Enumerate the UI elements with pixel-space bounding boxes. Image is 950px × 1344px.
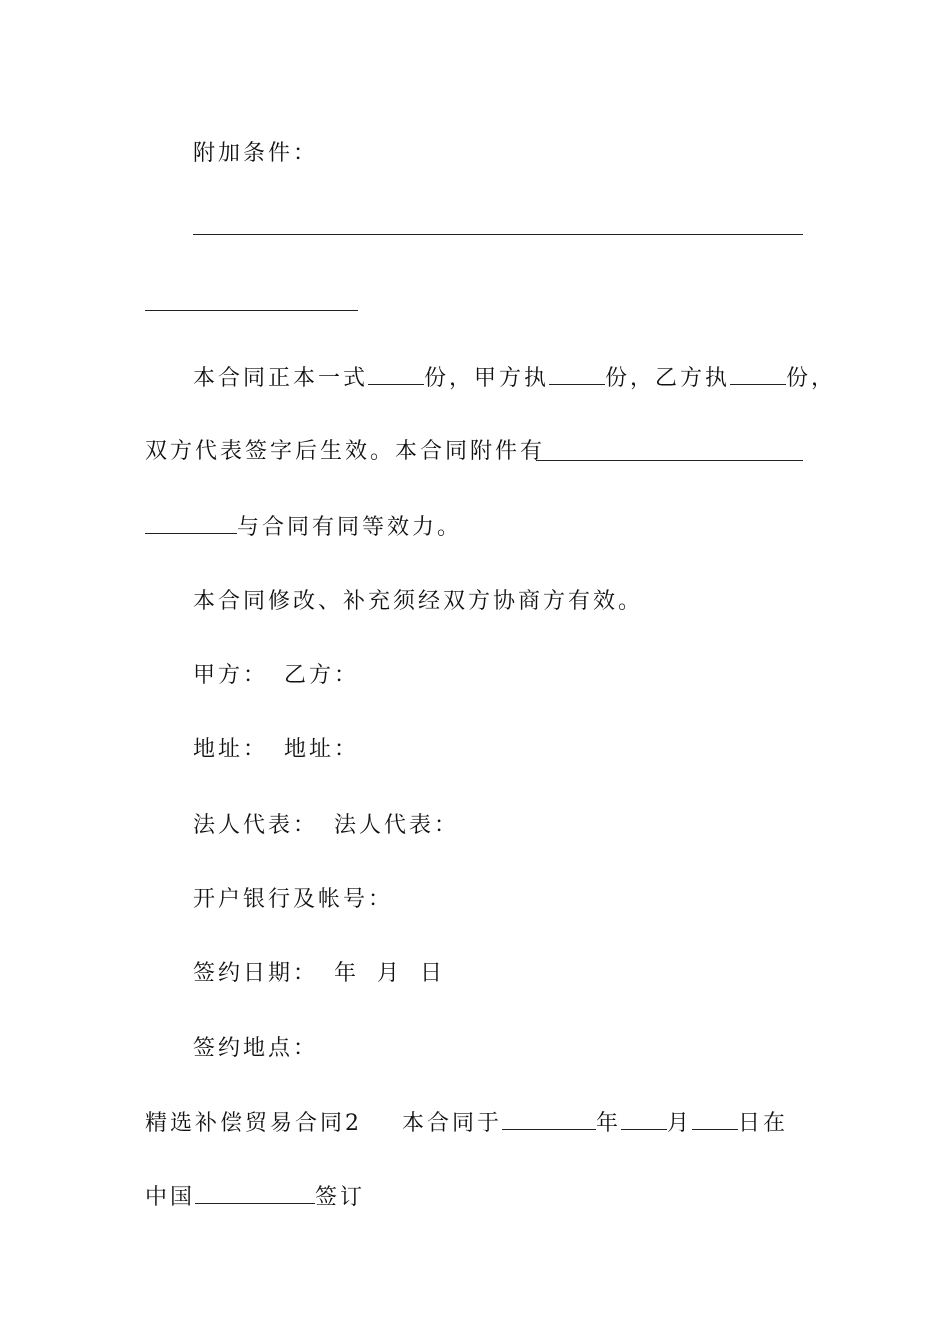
date-month: 月 [377, 961, 403, 986]
copies-text-3: 份，乙方执 [605, 366, 731, 391]
additional-terms-blank-line-1 [193, 234, 803, 235]
attachments-blank-line-2 [145, 513, 237, 534]
party-a-copies-blank [549, 364, 605, 385]
copies-text-2: 份，甲方执 [424, 366, 550, 391]
date-year: 年 [334, 961, 360, 986]
copies-text-4: 份， [786, 366, 837, 391]
contract-2-month: 月 [667, 1111, 693, 1136]
contract-2-location-row [145, 1183, 365, 1212]
date-day: 日 [420, 961, 446, 986]
attachments-text: 与合同有同等效力。 [237, 515, 463, 540]
contract-2-year: 年 [596, 1111, 622, 1136]
bank-account-label: 开户银行及帐号： [193, 887, 394, 912]
copies-total-blank [368, 364, 424, 385]
contract-2-intro: 本合同于 [402, 1111, 503, 1136]
party-b-rep-label: 法人代表： [334, 813, 460, 838]
additional-terms-label: 附加条件： [193, 141, 319, 166]
legal-rep-row [193, 812, 459, 840]
party-b-address-label: 地址： [284, 737, 360, 762]
contract-2-month-blank [621, 1109, 667, 1130]
contract-2-day: 日在 [738, 1111, 789, 1136]
copies-clause [193, 364, 836, 393]
party-b-label: 乙方： [284, 663, 360, 688]
contract-2-signed: 签订 [315, 1185, 366, 1210]
attachments-clause [145, 513, 462, 542]
contract-2-country: 中国 [145, 1185, 196, 1210]
party-a-label: 甲方： [193, 663, 269, 688]
signing-date-row [193, 960, 445, 988]
effect-text: 双方代表签字后生效。本合同附件有 [145, 439, 546, 464]
additional-terms-blank-line-2 [145, 310, 358, 311]
copies-text-1: 本合同正本一式 [193, 366, 369, 391]
contract-2-year-blank [502, 1109, 596, 1130]
effect-clause [145, 438, 545, 466]
contract-2-day-blank [692, 1109, 738, 1130]
party-b-copies-blank [730, 364, 786, 385]
parties-row [193, 662, 359, 690]
amendment-clause: 本合同修改、补充须经双方协商方有效。 [193, 589, 644, 614]
signing-place-label: 签约地点： [193, 1036, 319, 1061]
address-row [193, 736, 359, 764]
party-a-rep-label: 法人代表： [193, 813, 319, 838]
signing-date-label: 签约日期： [193, 961, 319, 986]
contract-2-city-blank [195, 1183, 315, 1204]
contract-2-heading-row [145, 1109, 788, 1138]
contract-2-title: 精选补偿贸易合同2 [145, 1111, 362, 1136]
party-a-address-label: 地址： [193, 737, 269, 762]
attachments-blank-line-1 [536, 460, 803, 461]
